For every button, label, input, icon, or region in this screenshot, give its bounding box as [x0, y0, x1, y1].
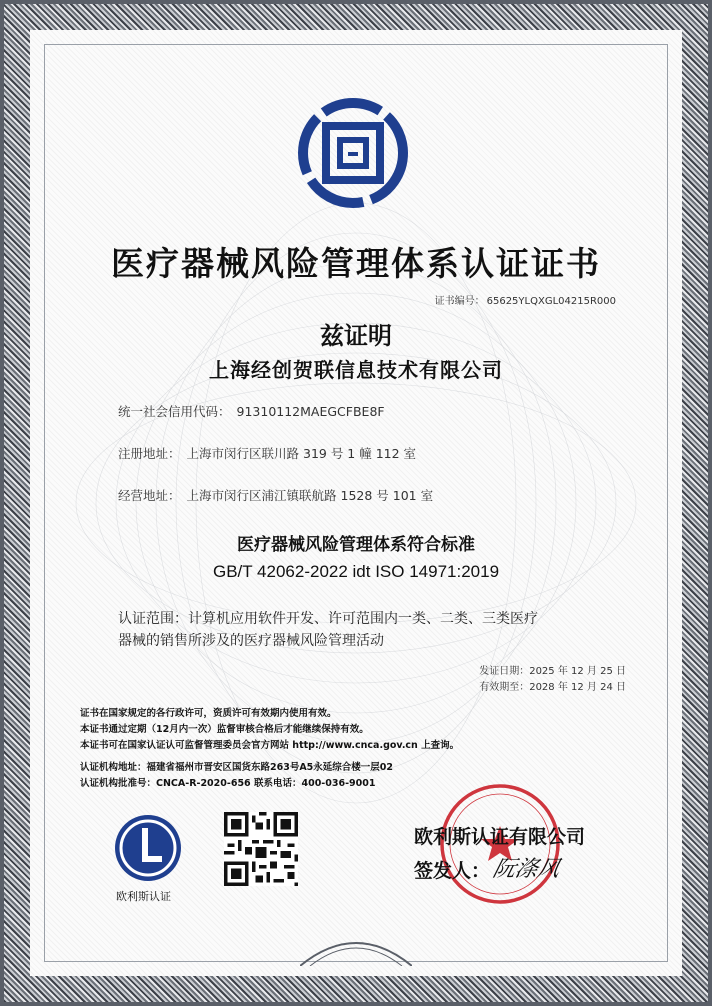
company-name: 上海经创贺联信息技术有限公司: [209, 358, 503, 382]
business-address-row: [118, 486, 433, 504]
hereby-certify: 兹证明: [320, 322, 392, 350]
certificate-title: 医疗器械风险管理体系认证证书: [111, 244, 601, 283]
authority-address: 认证机构地址：福建省福州市晋安区国货东路263号A5永延综合楼一层02: [80, 762, 394, 773]
scope-label: 认证范围：: [118, 611, 188, 627]
issuing-organization: 欧利斯认证有限公司: [414, 826, 586, 848]
scope-line-1: 计算机应用软件开发、许可范围内一类、二类、三类医疗: [188, 611, 538, 627]
authority-approval: 认证机构批准号：CNCA-R-2020-656 联系电话：400-036-9001: [80, 778, 376, 789]
expiry-date-value: 2028 年 12 月 24 日: [529, 682, 626, 693]
expiry-date-label: 有效期至：: [479, 682, 530, 693]
bottom-ornament-icon: [300, 930, 412, 966]
certificate-number-value: 65625YLQXGL04215R000: [486, 296, 616, 307]
signer-label: 签发人：: [414, 860, 491, 882]
credit-code-value: 91310112MAEGCFBE8F: [236, 404, 385, 419]
oulisi-logo-icon: [112, 812, 184, 884]
oulisi-logo-label: 欧利斯认证: [116, 890, 171, 903]
certificate-number-label: 证书编号：: [434, 296, 485, 307]
issue-date-label: 发证日期：: [479, 666, 530, 677]
standard-code: GB/T 42062-2022 idt ISO 14971:2019: [212, 562, 500, 581]
scope-line-2: 器械的销售所涉及的医疗器械风险管理活动: [118, 633, 384, 649]
qr-code-icon[interactable]: [224, 812, 298, 886]
certificate-dates: [479, 664, 626, 696]
signature: 阮涤风: [490, 857, 563, 882]
registered-address-row: [118, 444, 416, 462]
credit-code-label: 统一社会信用代码：: [118, 404, 231, 419]
registered-address-label: 注册地址：: [118, 446, 181, 461]
note-line: 本证书可在国家认证认可监督管理委员会官方网站 http://www.cnca.gov.cn 上查询。: [80, 740, 460, 751]
certification-logo-icon: [298, 98, 408, 208]
credit-code-row: [118, 402, 385, 420]
certificate-number: [433, 292, 616, 307]
business-address-label: 经营地址：: [118, 488, 181, 503]
issue-date-value: 2025 年 12 月 25 日: [529, 666, 626, 677]
authority-info: [80, 760, 393, 792]
business-address-value: 上海市闵行区浦江镇联航路 1528 号 101 室: [186, 488, 434, 503]
registered-address-value: 上海市闵行区联川路 319 号 1 幢 112 室: [186, 446, 417, 461]
note-line: 证书在国家规定的各行政许可，资质许可有效期内使用有效。: [80, 708, 337, 719]
certificate-notes: [80, 706, 459, 754]
standard-title: 医疗器械风险管理体系符合标准: [237, 535, 475, 555]
certification-scope: [118, 608, 638, 652]
note-line: 本证书通过定期（12月内一次）监督审核合格后才能继续保持有效。: [80, 724, 369, 735]
